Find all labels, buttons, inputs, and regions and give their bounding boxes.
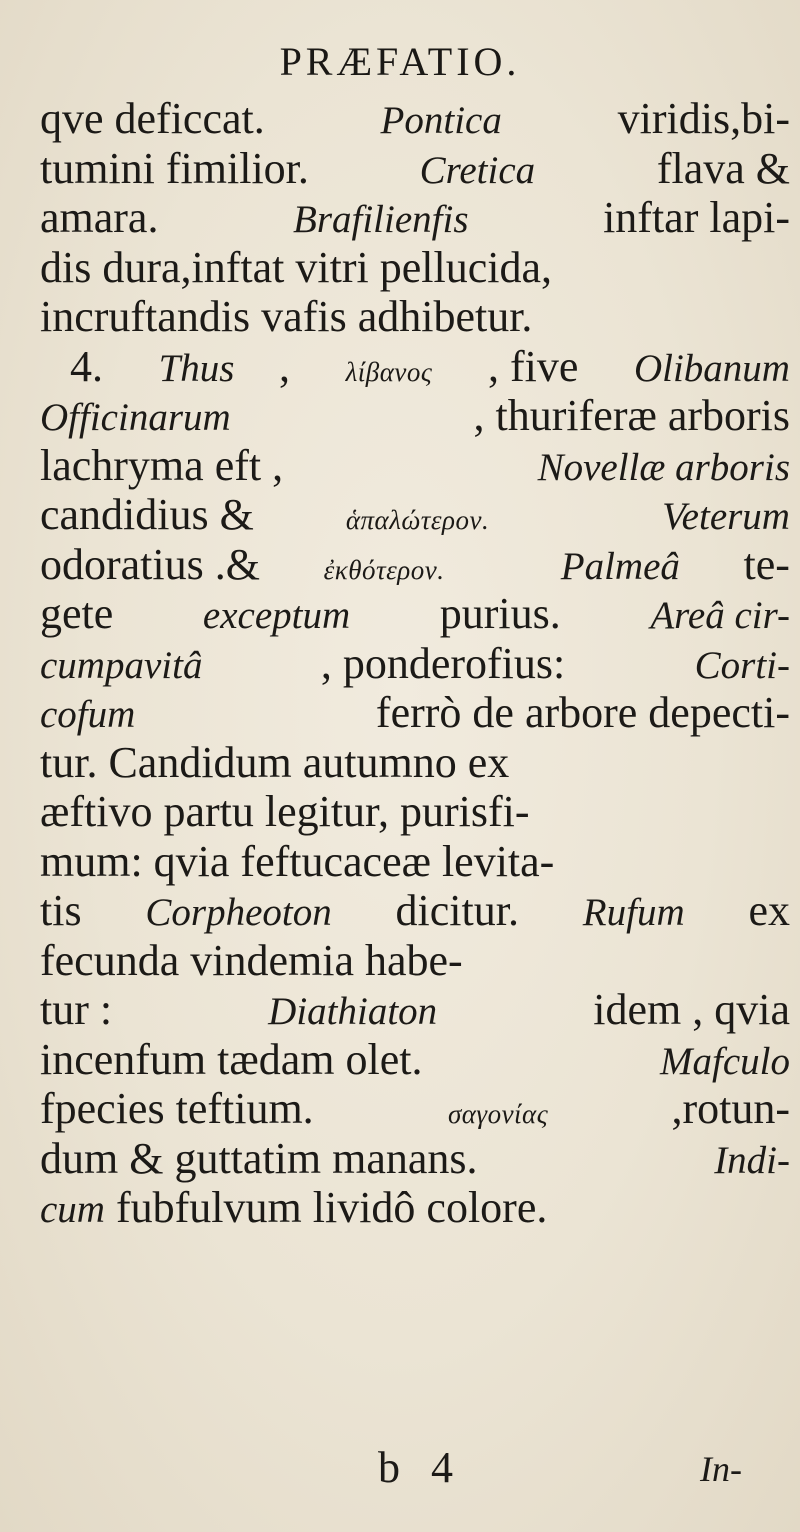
catchword: In- [700,1449,742,1489]
italic-segment: Olibanum [633,346,790,390]
signature-mark: b 4 [378,1443,463,1492]
text-line [40,540,790,590]
italic-segment: Mafculo [660,1039,790,1083]
italic-segment: cumpavitâ [40,643,203,687]
text-segment: ,rotun- [671,1084,790,1133]
italic-segment: Cretica [419,148,536,192]
text-segment: fecunda vindemia habe- [40,935,463,985]
text-segment [570,490,581,540]
text-block [40,94,790,1233]
italic-segment: Indi- [714,1138,790,1182]
text-segment: dum & guttatim manans. [40,1133,489,1183]
text-line [40,1035,790,1085]
text-segment: , [279,341,302,391]
text-line [40,292,790,342]
text-segment [497,540,508,590]
text-segment: , ponderofius: [320,638,577,688]
text-segment: purius. [428,589,572,638]
italic-segment: Novellæ arboris [537,445,790,489]
text-segment: viridis,bi- [606,94,790,143]
text-segment: mum: qvia feftucaceæ levita- [40,836,555,886]
text-segment: , thuriferæ arboris [473,391,790,440]
text-segment: fpecies teftium. [40,1084,325,1133]
italic-segment: Diathiaton [268,990,438,1033]
greek-segment: σαγονίας [447,1099,549,1129]
text-segment: , five [476,341,590,391]
text-line [40,490,790,540]
greek-segment: λίβανος [345,356,433,387]
italic-segment: exceptum [202,594,351,637]
text-line [40,1084,790,1134]
text-line [40,144,790,194]
text-line [40,391,790,441]
text-segment: amara. [40,193,170,242]
text-line [40,441,790,491]
italic-segment: Palmeâ [560,544,680,588]
text-line [40,193,790,243]
text-line [40,886,790,936]
text-line [40,688,790,738]
running-head: PRÆFATIO. [279,39,521,84]
text-segment: tur : [40,985,124,1034]
text-segment: dis dura,inftat vitri pellucida, [40,242,552,292]
text-segment: dicitur. [384,886,530,935]
text-line [40,787,790,837]
text-line [40,342,790,392]
italic-segment: Areâ cir- [650,594,790,637]
text-segment: incruftandis vafis adhibetur. [40,292,533,341]
text-segment: tur. Candidum autumno ex [40,737,510,787]
text-segment: idem , qvia [582,985,790,1034]
text-line [40,837,790,887]
text-segment: ex [737,886,790,935]
text-segment: qve deficcat. [40,94,276,143]
text-segment: tis [40,886,93,935]
italic-segment: Thus [158,346,235,390]
text-line [40,1183,790,1233]
italic-segment: Veterum [662,495,790,538]
text-segment: lachryma eft , [40,440,295,490]
text-line [40,985,790,1035]
text-line [40,738,790,788]
italic-segment: Rufum [582,891,685,934]
text-segment: 4. [70,341,114,391]
italic-segment: Corti- [694,643,790,687]
greek-segment: ἐκθότερον. [323,554,445,585]
greek-segment: ἁπαλώτερον. [345,505,490,535]
text-segment: fubfulvum lividô colore. [104,1183,548,1232]
text-segment: ferrò de arbore depecti- [364,688,790,737]
text-segment: inftar lapi- [592,193,790,242]
italic-segment: cofum [40,693,136,736]
text-line [40,243,790,293]
text-line [40,639,790,689]
text-segment: gete [40,589,125,638]
italic-segment: Pontica [380,99,502,142]
text-segment: flava & [645,143,790,193]
text-segment: incenfum tædam olet. [40,1034,434,1084]
text-segment: te- [732,539,790,589]
text-segment: æftivo partu legitur, purisfi- [40,787,530,836]
italic-segment: Corpheoton [145,891,332,934]
italic-segment: cum [40,1188,105,1231]
italic-segment: Brafilienfis [293,198,469,241]
text-segment: tumini fimilior. [40,143,309,193]
text-line [40,589,790,639]
page-footer [0,1442,800,1492]
italic-segment: Officinarum [40,396,231,439]
text-line [40,936,790,986]
text-line [40,1134,790,1184]
text-line [40,94,790,144]
text-segment: candidius & [40,490,265,539]
text-segment: odoratius .& [40,539,271,589]
